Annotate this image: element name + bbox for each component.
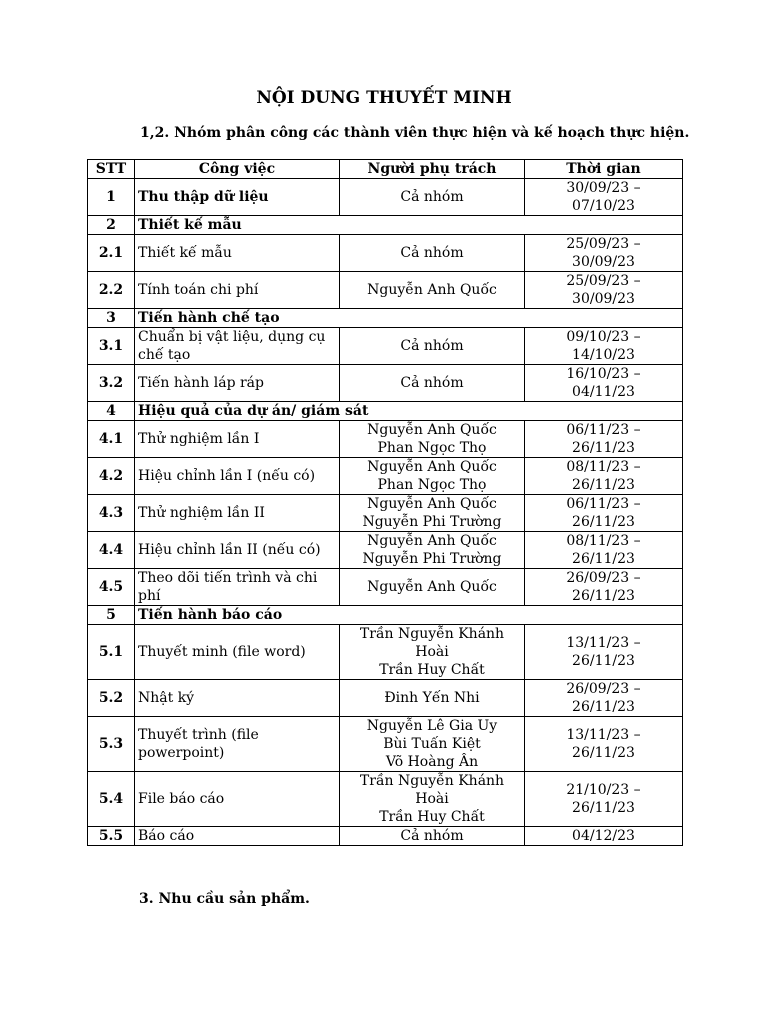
person-cell-line: Phan Ngọc Thọ bbox=[377, 440, 487, 456]
person-cell-line: Hoài bbox=[415, 791, 449, 807]
person-cell bbox=[340, 235, 525, 272]
time-cell-line: 26/11/23 bbox=[572, 477, 635, 493]
row-stt: 2.1 bbox=[88, 235, 135, 272]
row-stt: 4.2 bbox=[88, 458, 135, 495]
time-cell bbox=[525, 532, 683, 569]
row-stt: 5.1 bbox=[88, 625, 135, 680]
person-cell bbox=[340, 272, 525, 309]
row-stt: 4.3 bbox=[88, 495, 135, 532]
time-cell-line: 21/10/23 – bbox=[566, 782, 641, 798]
task-cell-line: chế tạo bbox=[138, 347, 191, 363]
table-group-row bbox=[88, 309, 683, 328]
time-cell-line: 25/09/23 – bbox=[566, 273, 641, 289]
time-cell-line: 26/09/23 – bbox=[566, 681, 641, 697]
person-cell bbox=[340, 495, 525, 532]
task-cell-line: phí bbox=[138, 588, 161, 604]
person-cell bbox=[340, 532, 525, 569]
task-cell-line: Tính toán chi phí bbox=[138, 282, 259, 298]
table-row bbox=[88, 680, 683, 717]
time-cell-line: 16/10/23 – bbox=[566, 366, 641, 382]
time-cell-line: 13/11/23 – bbox=[566, 635, 641, 651]
row-stt: 3.2 bbox=[88, 365, 135, 402]
time-cell-line: 26/11/23 bbox=[572, 588, 635, 604]
time-cell bbox=[525, 328, 683, 365]
table-group-row bbox=[88, 216, 683, 235]
person-cell-line: Trần Huy Chất bbox=[379, 662, 485, 678]
table-group-row bbox=[88, 402, 683, 421]
table-row bbox=[88, 532, 683, 569]
task-cell-line: Chuẩn bị vật liệu, dụng cụ bbox=[138, 329, 326, 345]
task-cell-line: Báo cáo bbox=[138, 828, 195, 844]
task-cell bbox=[135, 569, 340, 606]
time-cell-line: 26/11/23 bbox=[572, 745, 635, 761]
time-cell bbox=[525, 625, 683, 680]
task-cell bbox=[135, 495, 340, 532]
time-cell-line: 04/12/23 bbox=[572, 828, 635, 844]
time-cell-line: 14/10/23 bbox=[572, 347, 635, 363]
table-header-row bbox=[88, 160, 683, 179]
person-cell bbox=[340, 328, 525, 365]
person-cell-line: Võ Hoàng Ân bbox=[385, 754, 479, 770]
time-cell-line: 13/11/23 – bbox=[566, 727, 641, 743]
person-cell-line: Nguyễn Anh Quốc bbox=[367, 533, 497, 549]
table-row bbox=[88, 625, 683, 680]
time-cell-line: 08/11/23 – bbox=[566, 459, 641, 475]
table-row bbox=[88, 421, 683, 458]
time-cell-line: 26/11/23 bbox=[572, 440, 635, 456]
person-cell-line: Nguyễn Lê Gia Uy bbox=[366, 718, 498, 734]
task-cell bbox=[135, 458, 340, 495]
task-cell-line: Thuyết trình (file bbox=[138, 727, 259, 743]
task-cell bbox=[135, 680, 340, 717]
time-cell bbox=[525, 827, 683, 846]
person-cell bbox=[340, 827, 525, 846]
time-cell-line: 26/09/23 – bbox=[566, 570, 641, 586]
person-cell-line: Cả nhóm bbox=[400, 338, 464, 354]
row-stt: 5.3 bbox=[88, 717, 135, 772]
person-cell-line: Cả nhóm bbox=[400, 245, 464, 261]
task-cell bbox=[135, 421, 340, 458]
time-cell bbox=[525, 272, 683, 309]
time-cell-line: 08/11/23 – bbox=[566, 533, 641, 549]
task-cell-line: File báo cáo bbox=[138, 791, 225, 807]
person-cell-line: Đinh Yến Nhi bbox=[384, 690, 480, 706]
time-cell bbox=[525, 365, 683, 402]
person-cell-line: Trần Huy Chất bbox=[379, 809, 485, 825]
time-cell-line: 06/11/23 – bbox=[566, 422, 641, 438]
row-stt: 5.5 bbox=[88, 827, 135, 846]
person-cell-line: Phan Ngọc Thọ bbox=[377, 477, 487, 493]
person-cell-line: Trần Nguyễn Khánh bbox=[359, 773, 505, 789]
row-stt: 5.4 bbox=[88, 772, 135, 827]
person-cell bbox=[340, 625, 525, 680]
person-cell-line: Nguyễn Anh Quốc bbox=[367, 422, 497, 438]
row-stt: 3 bbox=[88, 309, 135, 328]
time-cell-line: 07/10/23 bbox=[572, 198, 635, 214]
task-cell bbox=[135, 717, 340, 772]
person-cell bbox=[340, 772, 525, 827]
time-cell-line: 26/11/23 bbox=[572, 653, 635, 669]
row-stt: 2 bbox=[88, 216, 135, 235]
row-stt: 4 bbox=[88, 402, 135, 421]
table-body bbox=[88, 179, 683, 846]
row-stt: 2.2 bbox=[88, 272, 135, 309]
task-cell-line: Theo dõi tiến trình và chi bbox=[138, 570, 318, 586]
person-cell-line: Bùi Tuấn Kiệt bbox=[383, 736, 481, 752]
header-task: Công việc bbox=[135, 160, 340, 179]
group-label: Hiệu quả của dự án/ giám sát bbox=[135, 402, 683, 421]
section-heading: 1,2. Nhóm phân công các thành viên thực hiện và kế hoạch thực hiện. bbox=[140, 125, 690, 141]
time-cell-line: 09/10/23 – bbox=[566, 329, 641, 345]
person-cell bbox=[340, 421, 525, 458]
person-cell bbox=[340, 680, 525, 717]
group-label: Thiết kế mẫu bbox=[135, 216, 683, 235]
row-stt: 5.2 bbox=[88, 680, 135, 717]
person-cell bbox=[340, 569, 525, 606]
time-cell bbox=[525, 772, 683, 827]
time-cell-line: 26/11/23 bbox=[572, 699, 635, 715]
header-time: Thời gian bbox=[525, 160, 683, 179]
time-cell-line: 26/11/23 bbox=[572, 551, 635, 567]
time-cell-line: 30/09/23 – bbox=[566, 180, 641, 196]
time-cell-line: 30/09/23 bbox=[572, 291, 635, 307]
person-cell bbox=[340, 179, 525, 216]
time-cell-line: 26/11/23 bbox=[572, 514, 635, 530]
table-row bbox=[88, 179, 683, 216]
header-stt: STT bbox=[88, 160, 135, 179]
table-group-row bbox=[88, 606, 683, 625]
table-row bbox=[88, 772, 683, 827]
person-cell-line: Nguyễn Phi Trường bbox=[362, 514, 502, 530]
task-cell-line: Tiến hành láp ráp bbox=[138, 375, 264, 391]
table-row bbox=[88, 569, 683, 606]
person-cell bbox=[340, 365, 525, 402]
table-row bbox=[88, 272, 683, 309]
person-cell bbox=[340, 458, 525, 495]
person-cell-line: Trần Nguyễn Khánh bbox=[359, 626, 505, 642]
task-cell-line: Hiệu chỉnh lần II (nếu có) bbox=[138, 542, 321, 558]
task-cell-line: Thu thập dữ liệu bbox=[138, 189, 269, 205]
time-cell bbox=[525, 179, 683, 216]
group-label: Tiến hành báo cáo bbox=[135, 606, 683, 625]
table-row bbox=[88, 235, 683, 272]
task-cell bbox=[135, 625, 340, 680]
task-cell bbox=[135, 827, 340, 846]
task-cell bbox=[135, 235, 340, 272]
row-stt: 5 bbox=[88, 606, 135, 625]
plan-table bbox=[87, 159, 683, 846]
time-cell bbox=[525, 421, 683, 458]
table-row bbox=[88, 365, 683, 402]
person-cell-line: Nguyễn Anh Quốc bbox=[367, 579, 497, 595]
task-cell-line: Thử nghiệm lần II bbox=[138, 505, 265, 521]
task-cell bbox=[135, 328, 340, 365]
row-stt: 4.1 bbox=[88, 421, 135, 458]
time-cell bbox=[525, 717, 683, 772]
header-person: Người phụ trách bbox=[340, 160, 525, 179]
person-cell-line: Cả nhóm bbox=[400, 189, 464, 205]
table-row bbox=[88, 328, 683, 365]
person-cell-line: Nguyễn Anh Quốc bbox=[367, 282, 497, 298]
row-stt: 1 bbox=[88, 179, 135, 216]
time-cell bbox=[525, 680, 683, 717]
person-cell-line: Cả nhóm bbox=[400, 375, 464, 391]
task-cell-line: Thử nghiệm lần I bbox=[138, 431, 260, 447]
row-stt: 3.1 bbox=[88, 328, 135, 365]
time-cell bbox=[525, 235, 683, 272]
task-cell bbox=[135, 772, 340, 827]
table-row bbox=[88, 495, 683, 532]
row-stt: 4.4 bbox=[88, 532, 135, 569]
time-cell-line: 04/11/23 bbox=[572, 384, 635, 400]
task-cell bbox=[135, 365, 340, 402]
task-cell bbox=[135, 272, 340, 309]
person-cell bbox=[340, 717, 525, 772]
time-cell-line: 25/09/23 – bbox=[566, 236, 641, 252]
row-stt: 4.5 bbox=[88, 569, 135, 606]
task-cell-line: Thiết kế mẫu bbox=[138, 245, 232, 261]
task-cell-line: Hiệu chỉnh lần I (nếu có) bbox=[138, 468, 316, 484]
group-label: Tiến hành chế tạo bbox=[135, 309, 683, 328]
time-cell-line: 26/11/23 bbox=[572, 800, 635, 816]
table-row bbox=[88, 458, 683, 495]
person-cell-line: Nguyễn Anh Quốc bbox=[367, 459, 497, 475]
time-cell bbox=[525, 495, 683, 532]
table-row bbox=[88, 717, 683, 772]
person-cell-line: Nguyễn Phi Trường bbox=[362, 551, 502, 567]
person-cell-line: Hoài bbox=[415, 644, 449, 660]
task-cell bbox=[135, 179, 340, 216]
task-cell-line: powerpoint) bbox=[138, 745, 225, 761]
task-cell bbox=[135, 532, 340, 569]
task-cell-line: Thuyết minh (file word) bbox=[138, 644, 306, 660]
section-three-heading: 3. Nhu cầu sản phẩm. bbox=[139, 891, 310, 907]
person-cell-line: Cả nhóm bbox=[400, 828, 464, 844]
time-cell bbox=[525, 458, 683, 495]
page-title: NỘI DUNG THUYẾT MINH bbox=[256, 88, 512, 108]
time-cell-line: 06/11/23 – bbox=[566, 496, 641, 512]
time-cell bbox=[525, 569, 683, 606]
person-cell-line: Nguyễn Anh Quốc bbox=[367, 496, 497, 512]
table-row bbox=[88, 827, 683, 846]
task-cell-line: Nhật ký bbox=[138, 690, 195, 706]
time-cell-line: 30/09/23 bbox=[572, 254, 635, 270]
